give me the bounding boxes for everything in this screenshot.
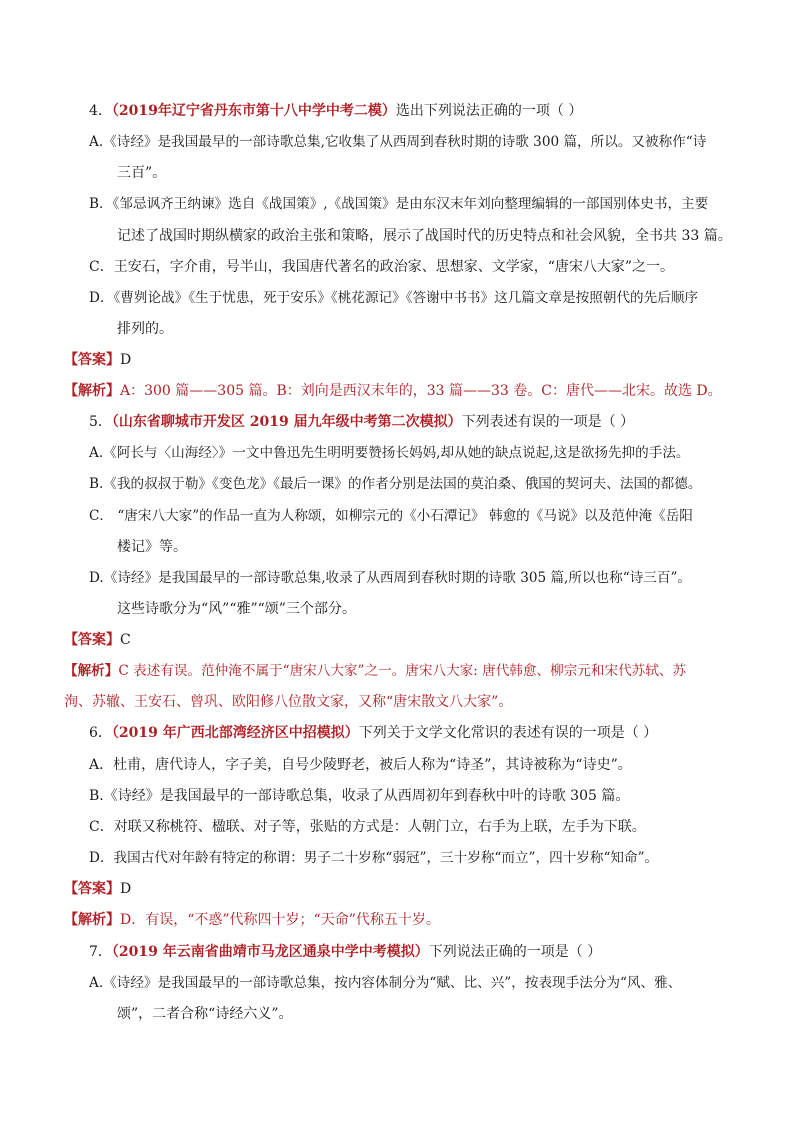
answer-value: C [120,632,131,648]
option-c: C．王安石，字介甫，号半山，我国唐代著名的政治家、思想家、文学家，“唐宋八大家”之一。 [89,259,675,275]
question-number: 4． [89,103,112,119]
question-number: 5． [89,414,112,430]
option-d: D.《诗经》是我国最早的一部诗歌总集,收录了从西周到春秋时期的诗歌 305 篇,所以也称“诗三百”。 [89,570,692,586]
question-number: 7． [89,944,112,960]
analysis-label: 【解析】 [64,912,120,928]
option-b-cont: 记述了战国时期纵横家的政治主张和策略，展示了战国时代的历史特点和社会风貌，全书共 33 篇。 [117,228,732,244]
question-5-header [89,412,634,432]
option-b: B.《诗经》是我国最早的一部诗歌总集，收录了从西周初年到春秋中叶的诗歌 305 篇。 [89,788,630,804]
answer-row [64,630,131,650]
question-stem: 下列说法正确的一项是（ ） [428,944,602,960]
option-c-cont: 楼记》等。 [117,539,187,555]
question-source: （山东省聊城市开发区 2019 届九年级中考第二次模拟） [111,414,462,430]
question-source: （2019 年广西北部湾经济区中招模拟） [111,725,359,741]
option-a: A.《阿长与〈山海经〉》一文中鲁迅先生明明要赞扬长妈妈,却从她的缺点说起,这是欲扬先抑的手法。 [89,445,690,461]
analysis-row [64,910,440,930]
option-c: C．对联又称桃符、楹联、对子等，张贴的方式是：人朝门立，右手为上联，左手为下联。 [89,819,646,835]
question-stem: 下列表述有误的一项是（ ） [461,414,635,430]
answer-label: 【答案】 [64,632,120,648]
option-d: D．我国古代对年龄有特定的称谓：男子二十岁称“弱冠”，三十岁称“而立”，四十岁称“知命”。 [89,850,659,866]
answer-row [64,350,131,370]
answer-row [64,879,131,899]
option-a: A.《诗经》是我国最早的一部诗歌总集,它收集了从西周到春秋时期的诗歌 300 篇，所以。又被称作“诗 [89,134,707,150]
analysis-text: A：300 篇——305 篇。B：刘向是西汉末年的，33 篇——33 卷。C：唐代——北宋。故选 D。 [120,383,722,399]
question-4-header [89,101,582,121]
option-c: C． “唐宋八大家”的作品一直为人称颂，如柳宗元的《小石潭记》 韩愈的《马说》以及范仲淹《岳阳 [89,508,693,524]
answer-label: 【答案】 [64,881,120,897]
analysis-cont [64,692,512,712]
question-source: （2019年辽宁省丹东市第十八中学中考二模） [111,103,396,119]
answer-value: D [120,352,132,368]
analysis-row [64,381,722,401]
question-7-header [89,942,601,962]
option-a-cont: 三百”。 [117,165,167,181]
analysis-row [64,661,686,681]
option-d: D．《曹刿论战》《生于忧患，死于安乐》《桃花源记》《答谢中书书》这几篇文章是按照朝代的先后顺序 [89,290,699,306]
answer-value: D [120,881,132,897]
analysis-label: 【解析】 [64,663,119,679]
analysis-label: 【解析】 [64,383,120,399]
option-b: B.《我的叔叔于勒》《变色龙》《最后一课》的作者分别是法国的莫泊桑、俄国的契诃夫、法国的都德。 [89,476,702,492]
option-d-cont: 排列的。 [117,321,173,337]
analysis-text-cont: 洵、苏辙、王安石、曾巩、欧阳修八位散文家，又称“唐宋散文八大家”。 [64,694,513,710]
analysis-text: C 表述有误。范仲淹不属于“唐宋八大家”之一。唐宋八大家: 唐代韩愈、柳宗元和宋代苏轼、苏 [118,663,687,679]
option-a-cont: 颂”，二者合称“诗经六义”。 [117,1006,293,1022]
question-number: 6． [89,725,112,741]
option-a: A.《诗经》是我国最早的一部诗歌总集，按内容体制分为“赋、比、兴”，按表现手法分为“风、雅、 [89,975,682,991]
question-source: （2019 年云南省曲靖市马龙区通泉中学中考模拟） [111,944,429,960]
option-a: A．杜甫，唐代诗人，字子美，自号少陵野老，被后人称为“诗圣”，其诗被称为“诗史”。 [89,757,632,773]
question-stem: 选出下列说法正确的一项（ ） [395,103,583,119]
question-stem: 下列关于文学文化常识的表述有误的一项是（ ） [358,725,658,741]
answer-label: 【答案】 [64,352,120,368]
question-6-header [89,723,657,743]
option-b: B．《邹忌讽齐王纳谏》选自《战国策》,《战国策》是由东汉末年刘向整理编辑的一部国别体史书，主要 [89,196,709,212]
option-d-cont: 这些诗歌分为“风”“雅”“颂”三个部分。 [117,601,356,617]
analysis-text: D．有误，“不惑”代称四十岁；“天命”代称五十岁。 [120,912,440,928]
